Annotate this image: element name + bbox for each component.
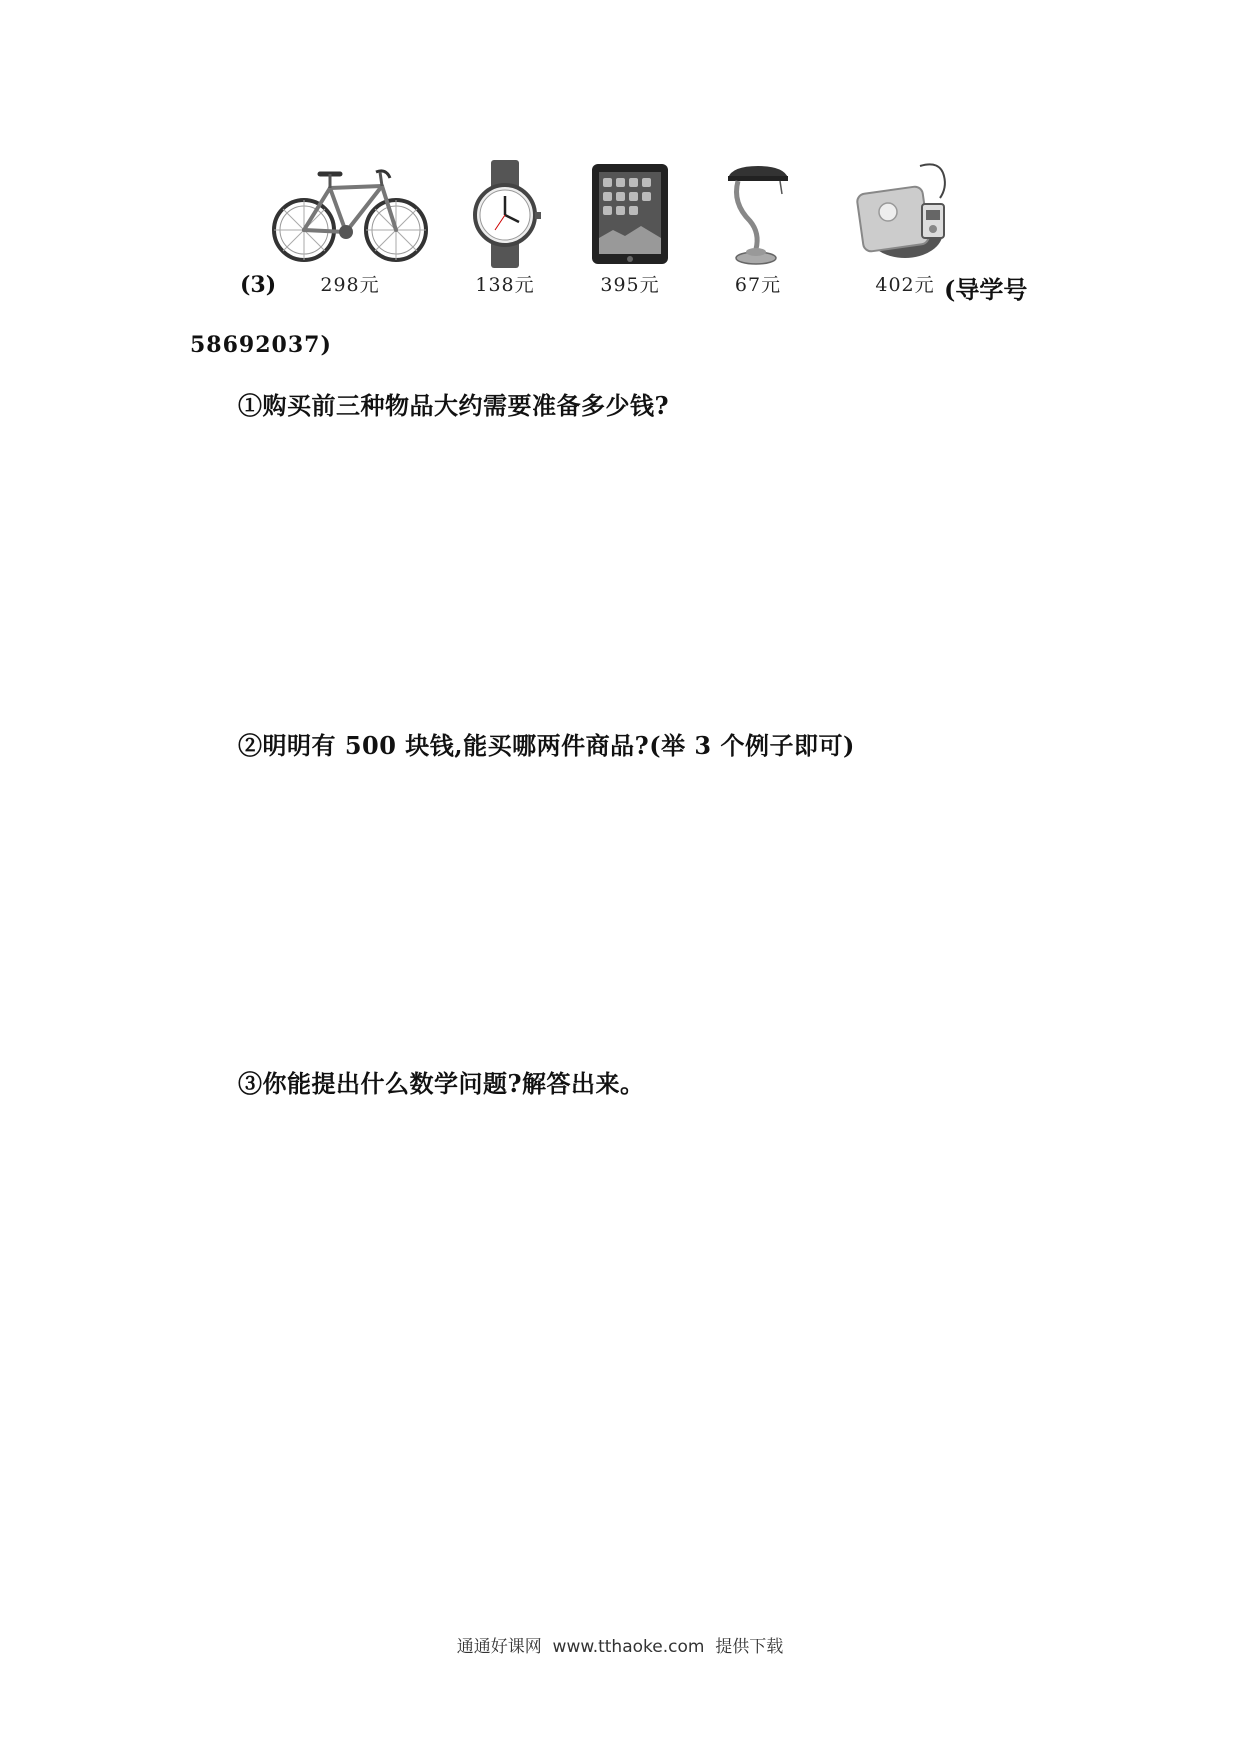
media-player-icon	[850, 160, 960, 268]
product-bicycle	[270, 160, 430, 297]
subquestion-1: ①购买前三种物品大约需要准备多少钱?	[238, 391, 670, 420]
price-watch: 138元	[475, 274, 535, 296]
product-row	[270, 160, 980, 310]
product-watch	[465, 160, 545, 297]
bicycle-icon	[270, 160, 430, 268]
subquestion-2: ②明明有 500 块钱,能买哪两件商品?(举 3 个例子即可)	[238, 731, 855, 760]
wristwatch-icon	[465, 160, 545, 268]
subquestion-3: ③你能提出什么数学问题?解答出来。	[238, 1069, 645, 1098]
product-tablet	[590, 160, 670, 297]
price-lamp: 67元	[734, 274, 782, 296]
price-bicycle: 298元	[320, 274, 380, 296]
price-player: 402元	[875, 274, 935, 296]
reference-number-part2: 58692037)	[190, 332, 332, 358]
tablet-icon	[590, 160, 670, 268]
desk-lamp-icon	[718, 160, 798, 268]
product-lamp	[718, 160, 798, 297]
reference-number-part1: (导学号	[944, 275, 1028, 304]
footer-credit: 通通好课网 www.tthaoke.com 提供下载	[456, 1637, 784, 1657]
question-number: (3)	[240, 272, 277, 298]
price-tablet: 395元	[600, 274, 660, 296]
